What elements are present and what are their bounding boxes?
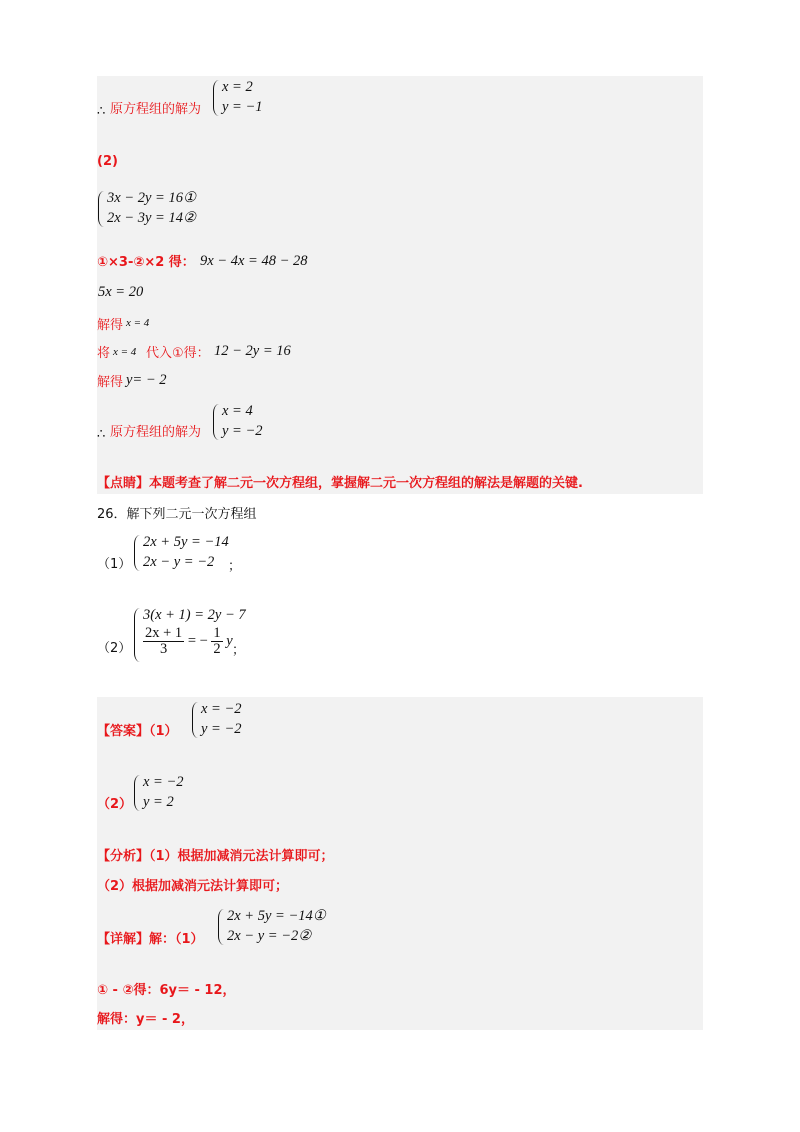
part-2-label: (2) [97,154,118,169]
step-label: 将 [97,346,111,361]
therefore-symbol: ∴ [97,427,106,442]
equation: 2x − y = −2② [227,928,312,944]
step-math: 12 − 2y = 16 [214,343,291,359]
step-math: 5x = 20 [98,284,144,300]
answer-system-2 [134,773,204,815]
solution-prefix: 原方程组的解为 [110,102,202,117]
detail-step: 解得：y＝ - 2， [97,1012,194,1027]
answer-label: 【答案】（1） [97,724,178,739]
step-math: x = 4 [126,317,150,329]
equation: x = −2 [201,701,242,717]
solution-system-2 [213,402,273,444]
equation-system [98,189,238,231]
equation: x = 2 [222,79,253,95]
equation: x = −2 [143,774,184,790]
equation: y = −1 [222,99,263,115]
brace [134,775,141,811]
fraction [211,626,222,657]
analysis-text: （2）根据加减消元法计算即可； [97,879,289,894]
brace [213,80,220,116]
detail-step: ① - ②得：6y＝ - 12， [97,983,236,998]
brace [98,191,105,227]
brace [134,535,141,571]
brace [192,702,199,738]
variable: y [226,632,233,649]
fraction-denominator: 2 [213,641,221,657]
question-label: （2） [97,641,132,656]
equation: 2x + 5y = −14① [227,908,326,924]
step-label: 解得 [97,318,124,333]
equation: y = −2 [222,423,263,439]
detail-system [218,907,348,949]
analysis-text: 【分析】（1）根据加减消元法计算即可； [97,849,334,864]
problem-title: 26．解下列二元一次方程组 [97,507,257,522]
equation: 3(x + 1) = 2y − 7 [143,607,246,623]
fraction-numerator: 2x + 1 [145,625,183,641]
solution-prefix: 原方程组的解为 [110,425,202,440]
equation [143,626,233,657]
equation: 2x − 3y = 14② [107,210,196,226]
equation: 3x − 2y = 16① [107,190,196,206]
step-math: 9x − 4x = 48 − 28 [200,253,308,269]
brace [134,608,141,662]
equation: y = −2 [201,721,242,737]
step-label: 代入①得： [146,346,210,361]
equation: 2x − y = −2 [143,554,215,570]
brace [213,404,220,440]
step-math: x = 4 [113,346,137,358]
equation: x = 4 [222,403,253,419]
equals-minus: = − [187,632,208,649]
question-label: （1） [97,557,132,572]
step-math: y= − 2 [126,372,167,388]
answer-system-1 [192,700,262,742]
brace [218,909,225,945]
equation: 2x + 5y = −14 [143,534,229,550]
fraction-denominator: 3 [159,641,168,657]
step-label: ①×3-②×2 得： [97,255,195,270]
fraction [143,626,184,657]
solution-system-1 [213,78,273,120]
equation: y = 2 [143,794,174,810]
therefore-symbol: ∴ [97,104,106,119]
comment-text: 【点睛】本题考查了解二元一次方程组，掌握解二元一次方程组的解法是解题的关键. [97,476,583,491]
punctuation: ； [232,643,246,658]
answer-label: （2） [97,797,133,812]
step-label: 解得 [97,375,124,390]
fraction-numerator: 1 [213,625,221,641]
detail-label: 【详解】解：（1） [97,932,204,947]
punctuation: ； [228,559,242,574]
